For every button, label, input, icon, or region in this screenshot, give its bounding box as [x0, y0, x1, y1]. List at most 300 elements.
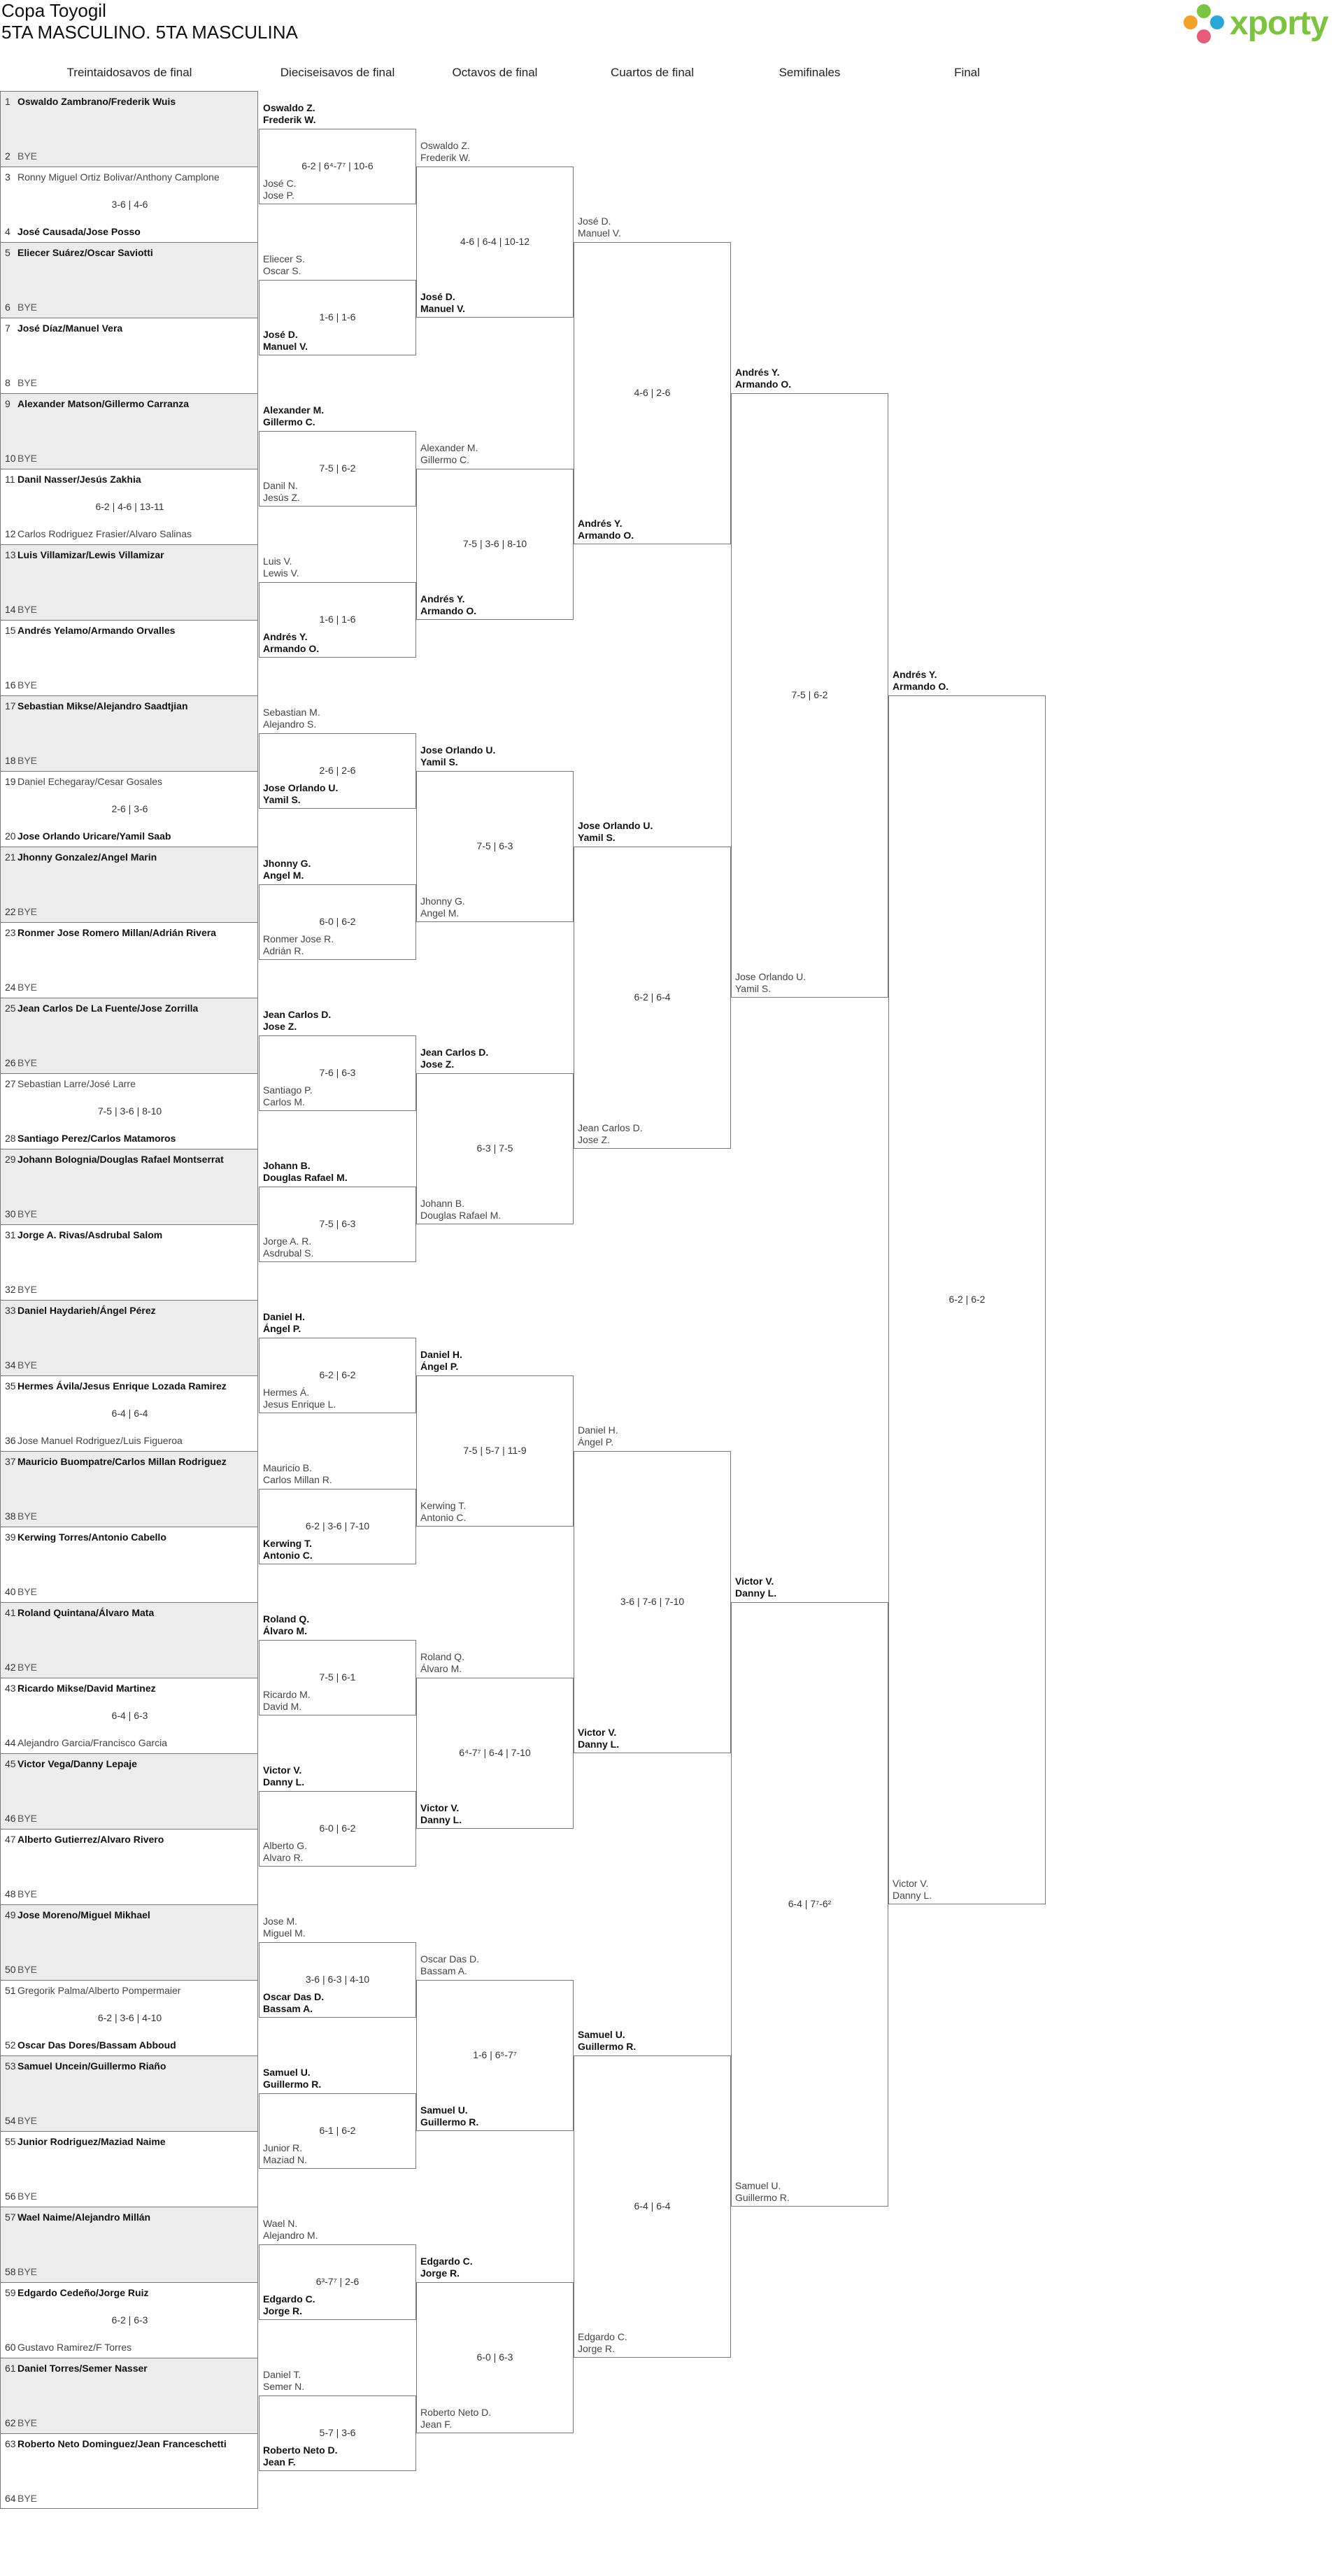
team-name: Kerwing Torres/Antonio Cabello [17, 1531, 166, 1543]
player-name: Douglas Rafael M. [263, 1172, 348, 1183]
round-header-r8: Octavos de final [452, 66, 538, 79]
player-name: Samuel U. [578, 2029, 625, 2040]
player-name: Yamil S. [578, 832, 616, 843]
r32-match[interactable] [0, 695, 258, 771]
player-name: José D. [578, 215, 611, 227]
player-name: Oswaldo Z. [263, 102, 315, 113]
seed-number: 25 [5, 1003, 16, 1014]
seed-number: 3 [5, 171, 10, 183]
team-name: BYE [17, 1586, 38, 1597]
seed-number: 28 [5, 1133, 16, 1144]
seed-number: 35 [5, 1380, 16, 1392]
player-name: Samuel U. [735, 2180, 781, 2191]
player-name: José C. [263, 178, 297, 189]
seed-number: 11 [5, 474, 15, 485]
team-name: Oswaldo Zambrano/Frederik Wuis [17, 96, 176, 107]
seed-number: 53 [5, 2060, 16, 2072]
r32-match[interactable] [0, 469, 258, 544]
team-name: José Causada/Jose Posso [17, 226, 141, 237]
player-name: Miguel M. [263, 1927, 306, 1939]
team-name [420, 593, 476, 617]
seed-number: 15 [5, 625, 16, 636]
r32-match[interactable] [0, 771, 258, 847]
player-name: Armando O. [578, 530, 634, 541]
r32-match[interactable] [0, 1073, 258, 1149]
r32-match[interactable] [0, 2433, 258, 2509]
match-score: 7-5 | 3-6 | 8-10 [462, 538, 527, 549]
seed-number: 9 [5, 398, 10, 409]
round-header-r16: Dieciseisavos de final [280, 66, 395, 79]
team-name [735, 1576, 776, 1599]
player-name: Yamil S. [420, 756, 458, 767]
player-name: Edgardo C. [578, 2331, 627, 2342]
match-score: 6³-7⁷ | 2-6 [315, 2276, 360, 2287]
seed-number: 41 [5, 1607, 16, 1618]
player-name: Victor V. [263, 1764, 302, 1776]
player-name: Jean Carlos D. [263, 1009, 332, 1020]
team-name: Alejandro Garcia/Francisco Garcia [17, 1737, 167, 1748]
player-name: Jose Z. [420, 1059, 455, 1070]
r32-match[interactable] [0, 1980, 258, 2055]
seed-number: 34 [5, 1359, 16, 1371]
player-name: Daniel H. [263, 1311, 305, 1322]
team-name [263, 1840, 307, 1864]
team-name: Roland Quintana/Álvaro Mata [17, 1607, 155, 1618]
team-name: BYE [17, 2266, 38, 2277]
seed-number: 29 [5, 1154, 16, 1165]
team-name [735, 971, 806, 995]
player-name: Eliecer S. [263, 253, 305, 264]
team-name: BYE [17, 2493, 38, 2504]
r32-match[interactable] [0, 2282, 258, 2358]
r32-match[interactable] [0, 242, 258, 318]
seed-number: 40 [5, 1586, 16, 1597]
team-name: Gregorik Palma/Alberto Pompermaier [17, 1985, 181, 1996]
match-score: 6-2 | 6-4 [634, 991, 671, 1003]
team-name: BYE [17, 2417, 38, 2428]
player-name: Manuel V. [263, 341, 308, 352]
team-name [263, 1689, 311, 1713]
match-score: 2-6 | 3-6 [111, 803, 148, 814]
seed-number: 30 [5, 1208, 16, 1219]
team-name: Samuel Uncein/Guillermo Riaño [17, 2060, 166, 2072]
team-name [263, 631, 319, 655]
player-name: Daniel T. [263, 2369, 301, 2380]
team-name [263, 253, 305, 277]
seed-number: 49 [5, 1909, 16, 1920]
team-name [263, 2218, 318, 2242]
player-name: Roberto Neto D. [263, 2444, 338, 2456]
team-name [263, 1387, 336, 1410]
seed-number: 1 [5, 96, 10, 107]
team-name: Edgardo Cedeño/Jorge Ruiz [17, 2287, 149, 2298]
player-name: Álvaro M. [420, 1663, 462, 1674]
round-header-r32: Treintaidosavos de final [66, 66, 192, 79]
r32-match[interactable] [0, 1753, 258, 1829]
player-name: Hermes Á. [263, 1387, 310, 1398]
team-name [263, 178, 296, 201]
player-name: Yamil S. [735, 983, 772, 994]
player-name: Carlos Millan R. [263, 1474, 332, 1485]
r32-match[interactable] [0, 1224, 258, 1300]
team-name: Ronmer Jose Romero Millan/Adrián Rivera [17, 927, 216, 938]
team-name: Jhonny Gonzalez/Angel Marin [17, 851, 157, 863]
r32-match[interactable] [0, 1451, 258, 1527]
team-name: Danil Nasser/Jesús Zakhia [17, 474, 141, 485]
team-name [420, 2407, 491, 2430]
player-name: Ángel P. [420, 1361, 459, 1372]
team-name [893, 1878, 932, 1902]
match-score: 6-0 | 6-2 [319, 916, 356, 927]
xporty-logo-text: xporty [1230, 5, 1328, 42]
seed-number: 62 [5, 2417, 16, 2428]
player-name: Alejandro M. [263, 2230, 318, 2241]
r32-match[interactable] [0, 2358, 258, 2433]
match-score: 7-5 | 6-2 [791, 689, 828, 700]
team-name [263, 480, 300, 504]
seed-number: 60 [5, 2342, 16, 2353]
seed-number: 52 [5, 2039, 16, 2051]
tournament-title: Copa Toyogil [1, 0, 106, 21]
r32-match[interactable] [0, 1300, 258, 1375]
team-name: Alexander Matson/Gillermo Carranza [17, 398, 190, 409]
team-name: Johann Bolognia/Douglas Rafael Montserrat [17, 1154, 224, 1165]
team-name: Daniel Echegaray/Cesar Gosales [17, 776, 162, 787]
seed-number: 19 [5, 776, 16, 787]
team-name: Jorge A. Rivas/Asdrubal Salom [17, 1229, 163, 1240]
r32-match[interactable] [0, 2131, 258, 2207]
match-score: 6-2 | 6-2 [948, 1294, 986, 1305]
player-name: Samuel U. [420, 2104, 468, 2116]
r32-match[interactable] [0, 998, 258, 1073]
r32-match[interactable] [0, 1904, 258, 1980]
player-name: Jose Z. [578, 1134, 610, 1145]
player-name: Angel M. [263, 870, 304, 881]
seed-number: 24 [5, 982, 16, 993]
team-name [263, 858, 311, 882]
player-name: Alvaro R. [263, 1852, 304, 1863]
team-name [420, 896, 465, 919]
seed-number: 45 [5, 1758, 16, 1769]
team-name: Junior Rodriguez/Maziad Naime [17, 2136, 166, 2147]
player-name: Sebastian M. [263, 707, 320, 718]
team-name [263, 1009, 331, 1033]
team-name: Jean Carlos De La Fuente/Jose Zorrilla [17, 1003, 199, 1014]
match-score: 6-2 | 6-3 [111, 2314, 148, 2326]
team-name: Carlos Rodriguez Frasier/Alvaro Salinas [17, 528, 192, 539]
seed-number: 31 [5, 1229, 16, 1240]
r32-match[interactable] [0, 91, 258, 167]
player-name: Roberto Neto D. [420, 2407, 492, 2418]
team-name: Victor Vega/Danny Lepaje [17, 1758, 137, 1769]
player-name: Kerwing T. [263, 1538, 313, 1549]
player-name: Wael N. [263, 2218, 298, 2229]
player-name: Jose P. [263, 190, 294, 201]
player-name: Douglas Rafael M. [420, 1210, 502, 1221]
team-name: BYE [17, 453, 38, 464]
seed-number: 14 [5, 604, 16, 615]
team-name [263, 2293, 315, 2317]
match-score: 6-4 | 6-4 [111, 1408, 148, 1419]
match-score: 6-4 | 6-4 [634, 2200, 671, 2211]
player-name: Victor V. [735, 1576, 774, 1587]
player-name: Yamil S. [263, 794, 301, 805]
team-name: Eliecer Suárez/Oscar Saviotti [17, 247, 153, 258]
player-name: Edgardo C. [263, 2293, 315, 2305]
player-name: Kerwing T. [420, 1500, 467, 1511]
team-name: Jose Moreno/Miguel Mikhael [17, 1909, 150, 1920]
team-name [263, 2444, 338, 2468]
r32-match[interactable] [0, 1678, 258, 1753]
team-name [263, 1084, 313, 1108]
player-name: Ángel P. [263, 1323, 301, 1334]
player-name: José D. [420, 291, 455, 302]
r32-match[interactable] [0, 922, 258, 998]
seed-number: 36 [5, 1435, 16, 1446]
player-name: Jhonny G. [263, 858, 311, 869]
match-score: 4-6 | 2-6 [634, 387, 671, 398]
player-name: Jose Orlando U. [420, 744, 496, 756]
player-name: Armando O. [893, 681, 949, 692]
round-header-final: Final [954, 66, 980, 79]
player-name: Guillermo R. [420, 2116, 479, 2128]
team-name [420, 2104, 478, 2128]
seed-number: 5 [5, 247, 10, 258]
r32-match[interactable] [0, 1829, 258, 1904]
player-name: Victor V. [420, 1802, 460, 1813]
match-score: 6-1 | 6-2 [319, 2125, 356, 2136]
team-name [263, 1462, 332, 1486]
match-score: 1-6 | 1-6 [319, 614, 356, 625]
r32-match[interactable] [0, 167, 258, 242]
player-name: Frederik W. [263, 114, 316, 125]
player-name: Ángel P. [578, 1436, 614, 1448]
seed-number: 10 [5, 453, 16, 464]
seed-number: 6 [5, 302, 10, 313]
team-name: Jose Manuel Rodriguez/Luis Figueroa [17, 1435, 183, 1446]
seed-number: 64 [5, 2493, 16, 2504]
team-name [893, 669, 948, 693]
r32-match[interactable] [0, 544, 258, 620]
player-name: Ronmer Jose R. [263, 933, 334, 944]
player-name: Jorge R. [420, 2267, 460, 2279]
seed-number: 58 [5, 2266, 16, 2277]
player-name: Junior R. [263, 2142, 303, 2153]
team-name [578, 820, 653, 844]
player-name: Jose Orlando U. [263, 782, 339, 793]
team-name [578, 1727, 619, 1750]
team-name: Daniel Torres/Semer Nasser [17, 2363, 148, 2374]
team-name [735, 2180, 790, 2204]
team-name: Oscar Das Dores/Bassam Abboud [17, 2039, 176, 2051]
player-name: Daniel H. [578, 1424, 618, 1436]
player-name: Frederik W. [420, 152, 471, 163]
player-name: Jose Orlando U. [735, 971, 806, 982]
team-name: BYE [17, 906, 38, 917]
seed-number: 4 [5, 226, 10, 237]
team-name [263, 404, 324, 428]
r32-match[interactable] [0, 318, 258, 393]
match-score: 6-0 | 6-2 [319, 1823, 356, 1834]
team-name [578, 1424, 618, 1448]
player-name: Bassam A. [263, 2003, 313, 2014]
match-score: 7-5 | 6-2 [319, 462, 356, 474]
player-name: Oscar Das D. [263, 1991, 325, 2002]
team-name [263, 555, 299, 579]
seed-number: 47 [5, 1834, 16, 1845]
seed-number: 38 [5, 1510, 16, 1522]
team-name: BYE [17, 1813, 38, 1824]
team-name: Alberto Gutierrez/Alvaro Rivero [17, 1834, 164, 1845]
player-name: Jesús Z. [263, 492, 300, 503]
team-name [420, 744, 495, 768]
team-name: Luis Villamizar/Lewis Villamizar [17, 549, 164, 560]
seed-number: 54 [5, 2115, 16, 2126]
category-title: 5TA MASCULINO. 5TA MASCULINA [1, 22, 298, 43]
seed-number: 7 [5, 323, 10, 334]
r32-match[interactable] [0, 393, 258, 469]
team-name: BYE [17, 1284, 38, 1295]
seed-number: 20 [5, 830, 16, 842]
player-name: Adrián R. [263, 945, 304, 956]
match-score: 7-5 | 6-1 [319, 1671, 356, 1683]
team-name: BYE [17, 1057, 38, 1068]
team-name [263, 102, 315, 126]
seed-number: 46 [5, 1813, 16, 1824]
team-name: BYE [17, 2115, 38, 2126]
match-score: 3-6 | 6-3 | 4-10 [305, 1974, 370, 1985]
player-name: Álvaro M. [263, 1625, 308, 1636]
seed-number: 13 [5, 549, 16, 560]
seed-number: 50 [5, 1964, 16, 1975]
match-score: 7-5 | 3-6 | 8-10 [97, 1105, 162, 1117]
seed-number: 55 [5, 2136, 16, 2147]
round-header-qf: Cuartos de final [610, 66, 695, 79]
player-name: Alexander M. [263, 404, 325, 416]
seed-number: 21 [5, 851, 16, 863]
player-name: Santiago P. [263, 1084, 313, 1096]
player-name: Semer N. [263, 2381, 305, 2392]
player-name: Roland Q. [263, 1613, 310, 1625]
r32-match[interactable] [0, 1527, 258, 1602]
seed-number: 12 [5, 528, 16, 539]
match-score: 7-6 | 6-3 [319, 1067, 356, 1078]
match-score: 6-3 | 7-5 [476, 1142, 513, 1154]
seed-number: 56 [5, 2191, 16, 2202]
player-name: Alejandro S. [263, 719, 317, 730]
player-name: Jose Orlando U. [578, 820, 653, 831]
player-name: Armando O. [420, 605, 477, 616]
seed-number: 27 [5, 1078, 16, 1089]
seed-number: 39 [5, 1531, 16, 1543]
team-name: BYE [17, 1964, 38, 1975]
player-name: Johann B. [420, 1198, 465, 1209]
player-name: Alexander M. [420, 442, 478, 453]
player-name: Andrés Y. [578, 518, 623, 529]
player-name: Jose M. [263, 1916, 298, 1927]
team-name: Ricardo Mikse/David Martinez [17, 1683, 156, 1694]
seed-number: 23 [5, 927, 16, 938]
player-name: Jhonny G. [420, 896, 465, 907]
seed-number: 8 [5, 377, 10, 388]
player-name: Andrés Y. [735, 367, 780, 378]
player-name: Guillermo R. [263, 2079, 322, 2090]
r32-match[interactable] [0, 1375, 258, 1451]
team-name [578, 2029, 636, 2053]
match-score: 3-6 | 7-6 | 7-10 [620, 1596, 685, 1607]
team-name [420, 1651, 464, 1675]
match-score: 2-6 | 2-6 [319, 765, 356, 776]
team-name: Daniel Haydarieh/Ángel Pérez [17, 1305, 156, 1316]
r32-match[interactable] [0, 620, 258, 695]
player-name: Victor V. [893, 1878, 929, 1889]
team-name [420, 1349, 462, 1373]
r32-match[interactable] [0, 1602, 258, 1678]
team-name: BYE [17, 1662, 38, 1673]
player-name: Antonio C. [263, 1550, 313, 1561]
seed-number: 42 [5, 1662, 16, 1673]
team-name [263, 1991, 324, 2015]
r32-match[interactable] [0, 847, 258, 922]
team-name: Gustavo Ramirez/F Torres [17, 2342, 132, 2353]
seed-number: 37 [5, 1456, 16, 1467]
team-name [263, 782, 338, 806]
team-name [263, 1311, 305, 1335]
player-name: Samuel U. [263, 2067, 311, 2078]
player-name: Gillermo C. [263, 416, 315, 427]
seed-number: 44 [5, 1737, 16, 1748]
seed-number: 26 [5, 1057, 16, 1068]
r32-match[interactable] [0, 2207, 258, 2282]
match-score: 6-2 | 3-6 | 4-10 [97, 2012, 162, 2023]
team-name [263, 1764, 304, 1788]
player-name: Jorge R. [578, 2343, 615, 2354]
player-name: Gillermo C. [420, 454, 470, 465]
team-name [263, 707, 320, 730]
team-name [578, 215, 621, 239]
player-name: Jean F. [263, 2456, 296, 2468]
player-name: Danny L. [578, 1739, 620, 1750]
match-score: 4-6 | 6-4 | 10-12 [460, 236, 530, 247]
player-name: Danny L. [893, 1890, 932, 1901]
player-name: Carlos M. [263, 1096, 305, 1107]
seed-number: 57 [5, 2211, 16, 2223]
r32-match[interactable] [0, 1149, 258, 1224]
player-name: Manuel V. [420, 303, 466, 314]
player-name: Asdrubal S. [263, 1247, 314, 1259]
team-name [420, 2256, 473, 2279]
player-name: Andrés Y. [893, 669, 937, 680]
seed-number: 2 [5, 150, 10, 162]
r32-match[interactable] [0, 2055, 258, 2131]
team-name: BYE [17, 679, 38, 691]
team-name [420, 291, 465, 315]
player-name: Jean F. [420, 2419, 453, 2430]
team-name: BYE [17, 377, 38, 388]
seed-number: 32 [5, 1284, 16, 1295]
team-name [420, 1047, 488, 1070]
team-name: BYE [17, 755, 38, 766]
team-name [420, 442, 478, 466]
team-name: BYE [17, 302, 38, 313]
team-name [578, 1122, 643, 1146]
player-name: Roland Q. [420, 1651, 465, 1662]
team-name [420, 1953, 479, 1977]
player-name: Edgardo C. [420, 2256, 473, 2267]
match-score: 6-2 | 3-6 | 7-10 [305, 1520, 370, 1531]
player-name: Luis V. [263, 555, 292, 567]
player-name: Jorge A. R. [263, 1236, 312, 1247]
